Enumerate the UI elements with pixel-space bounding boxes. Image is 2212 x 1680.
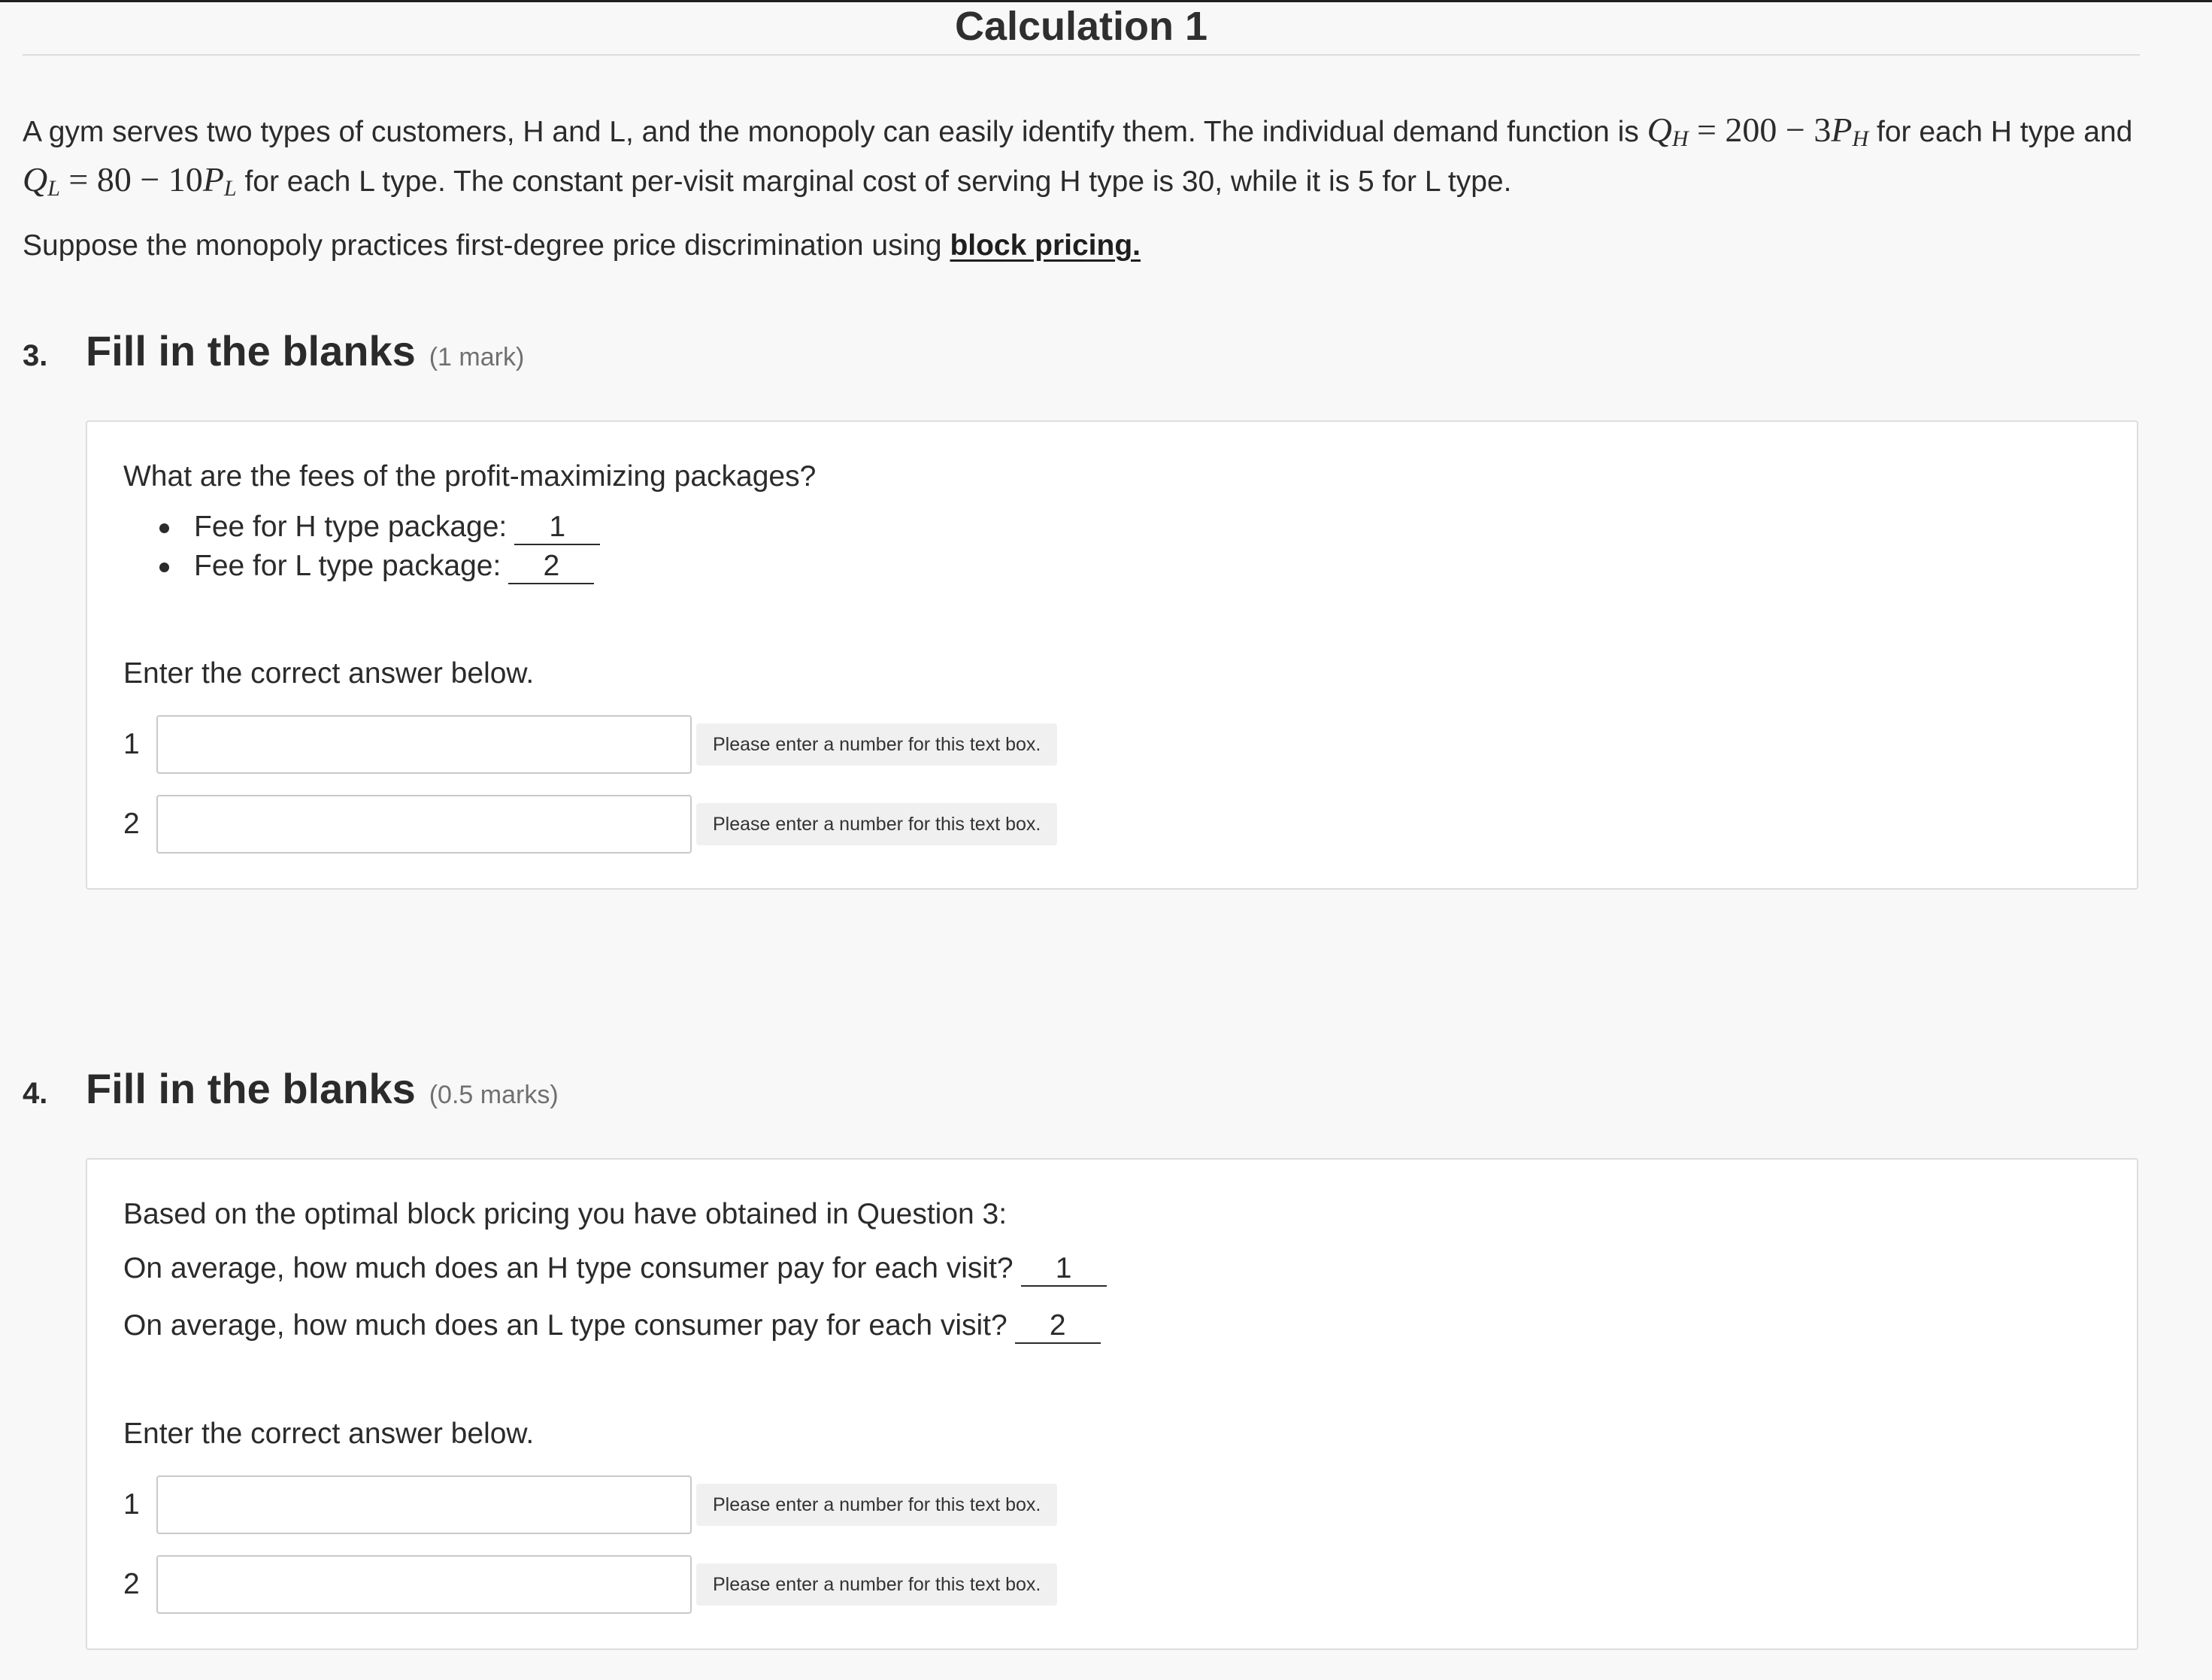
eq-var: Q: [23, 160, 48, 199]
eq-sub: H: [1852, 126, 1869, 151]
question-title: Fill in the blanks: [86, 327, 416, 375]
line-label: On average, how much does an H type consumer pay for each visit?: [123, 1252, 1014, 1284]
enter-answer-label: Enter the correct answer below.: [123, 657, 535, 690]
line-label: On average, how much does an L type consumer pay for each visit?: [123, 1309, 1008, 1342]
blank-marker: 2: [508, 550, 594, 584]
answer-input-2[interactable]: [156, 795, 692, 854]
question-4-card: [86, 1158, 2138, 1650]
equation-l: [23, 160, 237, 199]
block-pricing-link[interactable]: block pricing.: [950, 229, 1141, 262]
answer-input-1[interactable]: [156, 1475, 692, 1534]
intro-text-part: A gym serves two types of customers, H and L, and the monopoly can easily identify them. The individual demand function is: [23, 116, 1647, 148]
blank-marker: 1: [514, 511, 600, 545]
eq-sub: L: [47, 176, 60, 201]
input-hint: Please enter a number for this text box.: [696, 1563, 1057, 1606]
question-marks: (1 mark): [429, 343, 525, 371]
eq-var: P: [1831, 111, 1853, 149]
answer-input-1[interactable]: [156, 715, 692, 774]
blank-marker: 2: [1015, 1309, 1101, 1344]
question-line: [123, 1248, 2101, 1289]
intro-paragraph: [23, 110, 2140, 209]
answer-number: 2: [123, 808, 140, 840]
answer-number: 1: [123, 1488, 140, 1521]
intro-text-part: for each L type. The constant per-visit marginal cost of serving H type is 30, while it is 5 for L type.: [236, 165, 1512, 198]
answer-row: [123, 1475, 2101, 1534]
question-title: Fill in the blanks: [86, 1065, 416, 1112]
bullet-list: [123, 508, 2101, 586]
question-line: [123, 1305, 2101, 1346]
intro-paragraph-2: [23, 226, 2140, 266]
question-prompt: What are the fees of the profit-maximizing packages?: [123, 460, 817, 493]
question-3-card: [86, 420, 2138, 890]
question-number: 4.: [23, 1077, 48, 1110]
eq-var: P: [202, 160, 224, 199]
answer-number: 2: [123, 1568, 140, 1600]
question-4-header: [23, 1064, 2140, 1113]
blank-marker: 1: [1021, 1252, 1107, 1287]
intro-text-part: Suppose the monopoly practices first-degree price discrimination using: [23, 229, 950, 262]
eq-var: Q: [1647, 111, 1672, 149]
list-item: [123, 508, 2101, 547]
answer-input-2[interactable]: [156, 1555, 692, 1614]
page-title: Calculation 1: [23, 0, 2140, 56]
equation-h: [1647, 111, 1869, 149]
answer-row: [123, 1555, 2101, 1614]
bullet-label: Fee for H type package:: [194, 511, 508, 543]
question-prompt: Based on the optimal block pricing you have obtained in Question 3:: [123, 1198, 1008, 1230]
input-hint: Please enter a number for this text box.: [696, 723, 1057, 766]
eq-rhs: = 80 − 10: [68, 160, 203, 199]
answer-number: 1: [123, 728, 140, 760]
bullet-label: Fee for L type package:: [194, 550, 501, 582]
input-hint: Please enter a number for this text box.: [696, 803, 1057, 845]
eq-rhs: = 200 − 3: [1696, 111, 1832, 149]
answer-row: [123, 715, 2101, 774]
intro-text: [23, 110, 2140, 266]
eq-sub: L: [223, 176, 237, 201]
question-marks: (0.5 marks): [429, 1081, 559, 1109]
answer-row: [123, 795, 2101, 854]
intro-text-part: for each H type and: [1868, 116, 2133, 148]
input-hint: Please enter a number for this text box.: [696, 1484, 1057, 1526]
list-item: [123, 547, 2101, 586]
page: [23, 0, 2140, 1650]
question-number: 3.: [23, 339, 48, 372]
eq-sub: H: [1671, 126, 1689, 151]
question-3-header: [23, 326, 2140, 375]
enter-answer-label: Enter the correct answer below.: [123, 1418, 535, 1450]
